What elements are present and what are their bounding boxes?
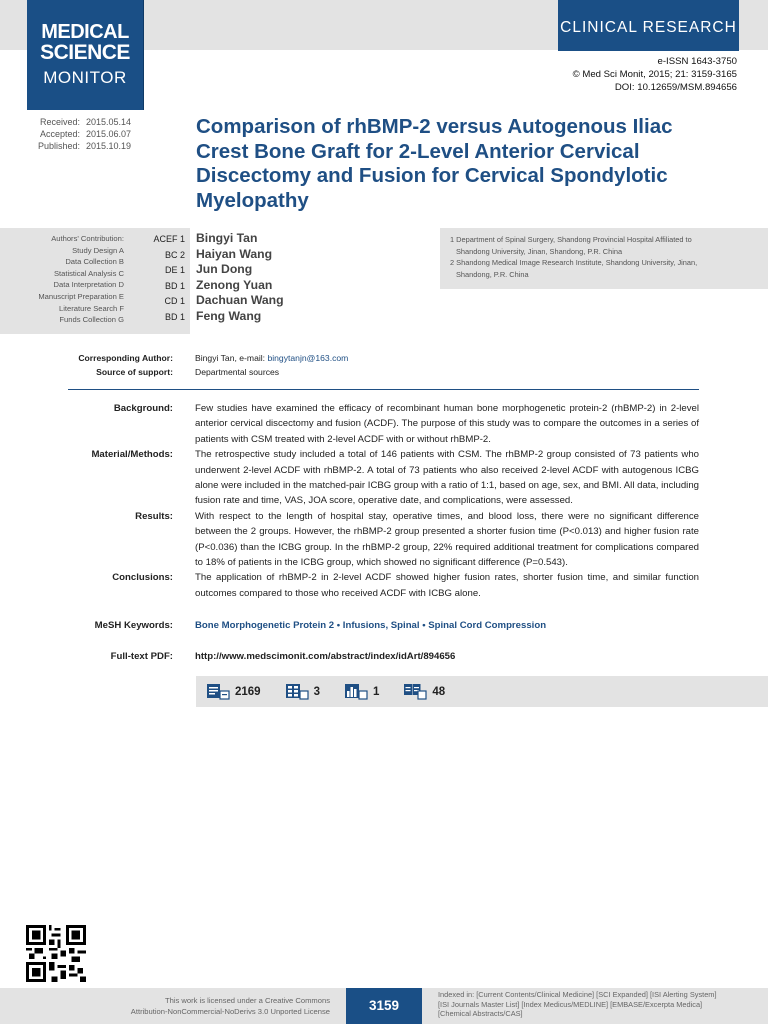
table-count bbox=[285, 683, 320, 700]
abstract-results bbox=[0, 509, 699, 571]
author-contribution-code: BD 1 bbox=[164, 280, 185, 291]
divider bbox=[68, 389, 699, 390]
figure-count bbox=[344, 683, 379, 700]
section-text: With respect to the length of hospital stay, operative times, and blood loss, there were no significant difference between the 2 groups. However, the rhBMP-2 group presented a shorter fusion time (P<0.013) and higher fusion rate (P<0.036) than the ICBG group. In the rhBMP-2 group, 22% required additional treatment for complications compared to 18% of patients in the ICBG group, which showed no significant difference (P=0.543). bbox=[195, 510, 699, 569]
author-row bbox=[150, 309, 284, 325]
affiliation-line: Shandong University, Jinan, Shandong, P.R. China bbox=[456, 246, 623, 256]
reference-count-icon bbox=[403, 683, 427, 700]
section-text: Few studies have examined the efficacy of recombinant human bone morphogenetic protein-2 (rhBMP-2) in 2-level anterior cervical discectomy and fusion (ACDF). The purpose of this study was to compare the outcomes in a series of patients with CSM treated with 2-level ACDF with or without rhBMP-2. bbox=[195, 403, 699, 445]
reference-count bbox=[403, 683, 445, 700]
author-row bbox=[150, 262, 284, 278]
indexing-line: Indexed in: [Current Contents/Clinical Medicine] [SCI Expanded] [ISI Alerting System] bbox=[438, 990, 717, 999]
contribution-item: Manuscript Preparation E bbox=[38, 292, 124, 301]
section-badge: CLINICAL RESEARCH bbox=[558, 0, 739, 51]
section-label: Results: bbox=[135, 510, 173, 522]
abstract-conclusions bbox=[0, 570, 699, 601]
support-value: Departmental sources bbox=[195, 367, 280, 377]
abstract bbox=[0, 401, 699, 601]
author-name: Dachuan Wang bbox=[196, 293, 284, 307]
author-row bbox=[150, 278, 284, 294]
contribution-item: Data Collection B bbox=[65, 257, 124, 267]
qr-code-icon[interactable] bbox=[26, 925, 86, 982]
author-contribution-code: BC 2 bbox=[164, 249, 185, 260]
corresponding-author-text: Bingyi Tan, e-mail: bbox=[195, 353, 268, 363]
mesh-keywords bbox=[0, 619, 546, 633]
word-count-icon bbox=[206, 683, 230, 700]
license-line: Attribution-NonCommercial-NoDerivs 3.0 Unported License bbox=[130, 1006, 330, 1016]
author-row bbox=[150, 231, 284, 247]
table-count-value: 3 bbox=[313, 685, 320, 698]
contribution-item: Statistical Analysis C bbox=[53, 268, 124, 278]
affiliations bbox=[440, 228, 768, 289]
contribution-item: Data Interpretation D bbox=[53, 280, 124, 290]
full-text-pdf bbox=[0, 650, 455, 664]
author-contribution-code: DE 1 bbox=[164, 265, 185, 275]
date-value: 2015.06.07 bbox=[86, 129, 132, 139]
journal-logo[interactable] bbox=[27, 0, 144, 110]
abstract-methods bbox=[0, 447, 699, 509]
section-text: The retrospective study included a total of 146 patients with CSM. The rhBMP-2 group consisted of 73 patients who underwent 2-level ACDF with rhBMP-2. A total of 73 patients who also received 2-level ACDF with autogenous ICBG alone were included in the matched-pair ICBG group with a ratio of 1:1, based on age, sex, and BMI. All data, including fusion rate and time, VAS, JOA score, operative date, and complications, were assessed. bbox=[195, 449, 699, 507]
date-row bbox=[30, 128, 131, 140]
date-label: Received: bbox=[39, 117, 80, 127]
section-label: Conclusions: bbox=[112, 572, 173, 584]
affiliation-line: 1 Department of Spinal Surgery, Shandong Provincial Hospital Affiliated to bbox=[450, 235, 692, 244]
abstract-background bbox=[0, 401, 699, 447]
license-notice[interactable] bbox=[100, 996, 330, 1017]
email-link[interactable]: bingytanjn@163.com bbox=[267, 353, 349, 363]
citation: © Med Sci Monit, 2015; 21: 3159-3165 bbox=[572, 69, 737, 80]
support-row bbox=[0, 365, 348, 379]
citation-block bbox=[573, 55, 737, 94]
corresponding-author bbox=[195, 351, 348, 365]
keywords-label: MeSH Keywords: bbox=[94, 620, 173, 631]
article-dates bbox=[30, 116, 131, 152]
contribution-item: Authors' Contribution: bbox=[51, 234, 124, 243]
correspondence-block bbox=[0, 351, 348, 379]
affiliation-line: 2 Shandong Medical Image Research Institute, Shandong University, Jinan, bbox=[450, 258, 698, 267]
date-row bbox=[30, 140, 131, 152]
table-count-icon bbox=[285, 683, 309, 700]
author-row bbox=[150, 293, 284, 309]
pdf-link[interactable]: http://www.medscimonit.com/abstract/index/idArt/894656 bbox=[195, 651, 456, 662]
page-number: 3159 bbox=[346, 988, 422, 1024]
author-name: Jun Dong bbox=[196, 262, 253, 276]
license-line: This work is licensed under a Creative Commons bbox=[164, 996, 330, 1005]
article-title: Comparison of rhBMP-2 versus Autogenous Iliac Crest Bone Graft for 2-Level Anterior Cervical Discectomy and Fusion for Cervical Spondylotic Myelopathy bbox=[196, 115, 673, 212]
author-name: Zenong Yuan bbox=[196, 277, 273, 292]
indexing-info bbox=[438, 990, 763, 1019]
date-label: Accepted: bbox=[39, 129, 80, 139]
author-name: Haiyan Wang bbox=[196, 246, 273, 261]
author-name: Feng Wang bbox=[196, 308, 262, 323]
date-value: 2015.05.14 bbox=[86, 117, 132, 127]
article-stats bbox=[196, 676, 768, 707]
logo-line-1: MEDICAL bbox=[41, 21, 129, 43]
figure-count-value: 1 bbox=[373, 685, 380, 698]
section-label: Background: bbox=[113, 403, 173, 414]
contribution-item: Literature Search F bbox=[59, 303, 124, 313]
keywords-value: Bone Morphogenetic Protein 2 • Infusions, Spinal • Spinal Cord Compression bbox=[195, 620, 547, 631]
author-contribution-code: CD 1 bbox=[164, 296, 185, 306]
eissn: e-ISSN 1643-3750 bbox=[657, 56, 737, 67]
author-contribution-code: ACEF 1 bbox=[153, 234, 185, 244]
affiliation-line: Shandong, P.R. China bbox=[456, 269, 529, 279]
doi[interactable]: DOI: 10.12659/MSM.894656 bbox=[614, 82, 737, 93]
date-row bbox=[30, 116, 131, 128]
word-count-value: 2169 bbox=[235, 685, 261, 698]
support-label: Source of support: bbox=[96, 367, 173, 377]
pdf-label: Full-text PDF: bbox=[110, 651, 173, 662]
section-label: Material/Methods: bbox=[91, 449, 173, 461]
figure-count-icon bbox=[344, 683, 368, 700]
date-label: Published: bbox=[37, 141, 80, 151]
section-text: The application of rhBMP-2 in 2-level ACDF showed higher fusion rates, shorter fusion time, and similar function outcomes compared to those who received ACDF with ICBG alone. bbox=[195, 572, 699, 599]
indexing-line: [ISI Journals Master List] [Index Medicus/MEDLINE] [EMBASE/Excerpta Medica] bbox=[438, 999, 703, 1009]
logo-line-3: MONITOR bbox=[43, 68, 127, 87]
reference-count-value: 48 bbox=[432, 685, 446, 698]
contribution-item: Study Design A bbox=[72, 245, 124, 255]
date-value: 2015.10.19 bbox=[86, 141, 132, 151]
author-name: Bingyi Tan bbox=[196, 231, 258, 245]
contribution-item: Funds Collection G bbox=[59, 315, 124, 325]
indexing-line: [Chemical Abstracts/CAS] bbox=[438, 1009, 523, 1019]
word-count bbox=[206, 683, 261, 700]
correspondence-row bbox=[0, 351, 348, 365]
author-contribution-code: BD 1 bbox=[164, 311, 185, 322]
author-list bbox=[150, 231, 284, 324]
author-row bbox=[150, 247, 284, 263]
logo-line-2: SCIENCE bbox=[40, 41, 130, 64]
corresponding-author-label: Corresponding Author: bbox=[78, 353, 173, 363]
